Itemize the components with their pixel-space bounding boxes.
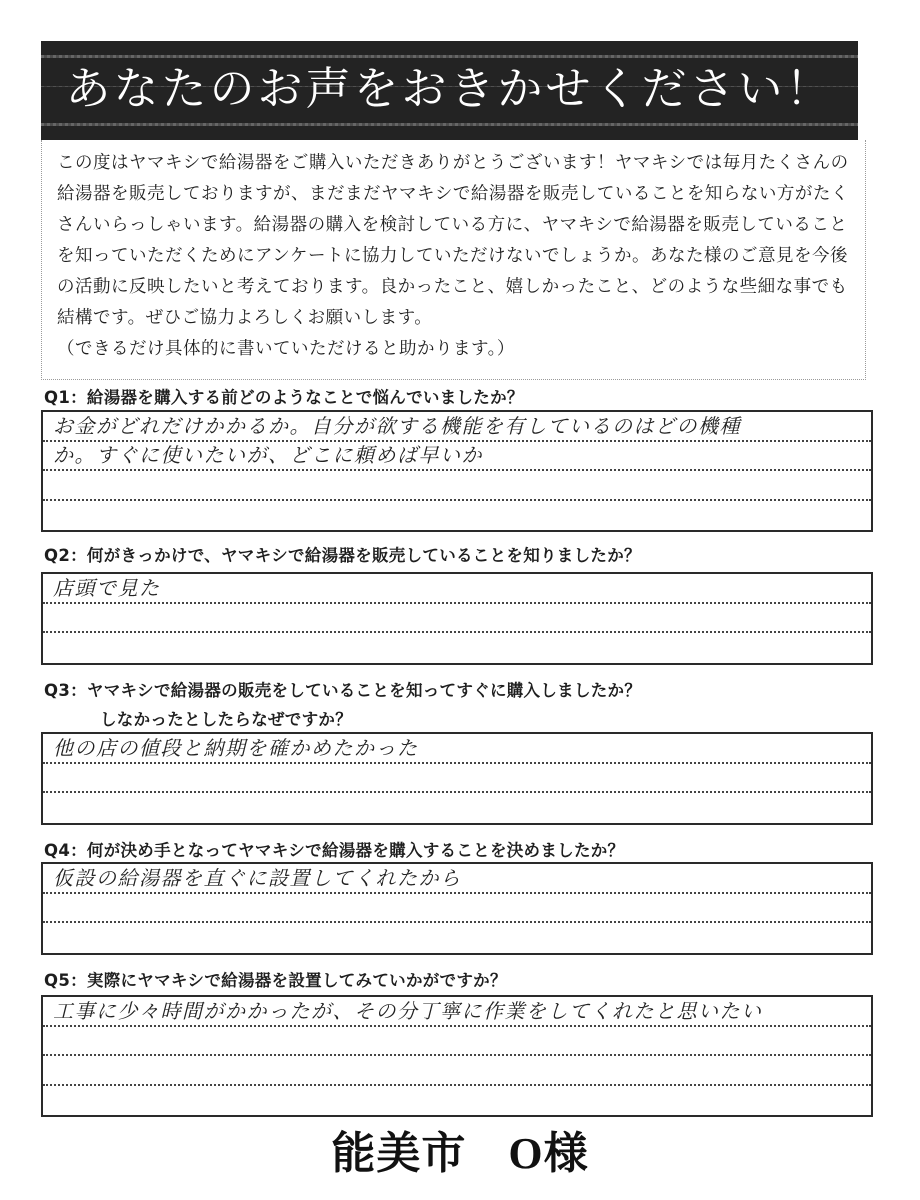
answer-line (43, 923, 871, 953)
answer-text: お金がどれだけかかるか。自分が欲する機能を有しているのはどの機種 (53, 413, 741, 438)
answer-line (43, 633, 871, 663)
answer-line (43, 1086, 871, 1116)
question-5-label: Q5：実際にヤマキシで給湯器を設置してみていかがですか？ (44, 971, 507, 990)
answer-line (43, 412, 871, 442)
answer-line (43, 1056, 871, 1086)
answer-line (43, 501, 871, 531)
answer-line (43, 442, 871, 472)
question-2-label: Q2：何がきっかけで、ヤマキシで給湯器を販売していることを知りましたか？ (44, 546, 641, 565)
answer-box-5[interactable] (41, 995, 873, 1117)
intro-line: 給湯器を販売しておりますが、まだまだヤマキシで給湯器を販売していることを知らない方がたく (57, 184, 849, 204)
intro-box (41, 140, 866, 380)
answer-text: 店頭で見た (53, 575, 161, 600)
answer-text: 他の店の値段と納期を確かめたかった (53, 735, 419, 760)
answer-line (43, 1027, 871, 1057)
question-1-label: Q1：給湯器を購入する前どのようなことで悩んでいましたか？ (44, 388, 524, 407)
question-4-label: Q4：何が決め手となってヤマキシで給湯器を購入することを決めましたか？ (44, 841, 625, 860)
intro-line: この度はヤマキシで給湯器をご購入いただきありがとうございます！ヤマキシでは毎月たくさんの (57, 153, 849, 173)
question-3-sublabel: しなかったとしたらなぜですか？ (100, 710, 352, 729)
customer-name: O様 (508, 1129, 589, 1178)
answer-text: か。すぐに使いたいが、どこに頼めば早いか (53, 443, 483, 467)
customer-city: 能美市 (331, 1128, 467, 1179)
answer-line (43, 793, 871, 823)
page-title: あなたのお声をおきかせください！ (65, 62, 834, 115)
answer-line (43, 894, 871, 924)
answer-line (43, 764, 871, 794)
header-stripe (41, 55, 858, 58)
customer-signature (0, 1124, 920, 1184)
intro-note: （できるだけ具体的に書いていただけると助かります。） (57, 339, 515, 359)
intro-line: さんいらっしゃいます。給湯器の購入を検討している方に、ヤマキシで給湯器を販売していること (57, 215, 848, 235)
answer-line (43, 734, 871, 764)
answer-box-1[interactable] (41, 410, 873, 532)
question-3-label: Q3：ヤマキシで給湯器の販売をしていることを知ってすぐに購入しましたか？ (44, 681, 642, 700)
answer-line (43, 574, 871, 604)
intro-line: の活動に反映したいと考えております。良かったこと、嬉しかったこと、どのような些細な事でも (57, 277, 848, 297)
answer-line (43, 471, 871, 501)
intro-line: 結構です。ぜひご協力よろしくお願いします。 (57, 308, 433, 328)
answer-text: 工事に少々時間がかかったが、その分丁寧に作業をしてくれたと思いたい (53, 998, 763, 1023)
intro-line: を知っていただくためにアンケートに協力していただけないでしょうか。あなた様のご意見を今後 (57, 246, 848, 266)
answer-line (43, 864, 871, 894)
header-banner (41, 41, 858, 140)
answer-box-2[interactable] (41, 572, 873, 665)
answer-line (43, 604, 871, 634)
answer-box-3[interactable] (41, 732, 873, 825)
header-stripe (41, 123, 858, 126)
answer-text: 仮設の給湯器を直ぐに設置してくれたから (53, 865, 462, 890)
answer-box-4[interactable] (41, 862, 873, 955)
answer-line (43, 997, 871, 1027)
